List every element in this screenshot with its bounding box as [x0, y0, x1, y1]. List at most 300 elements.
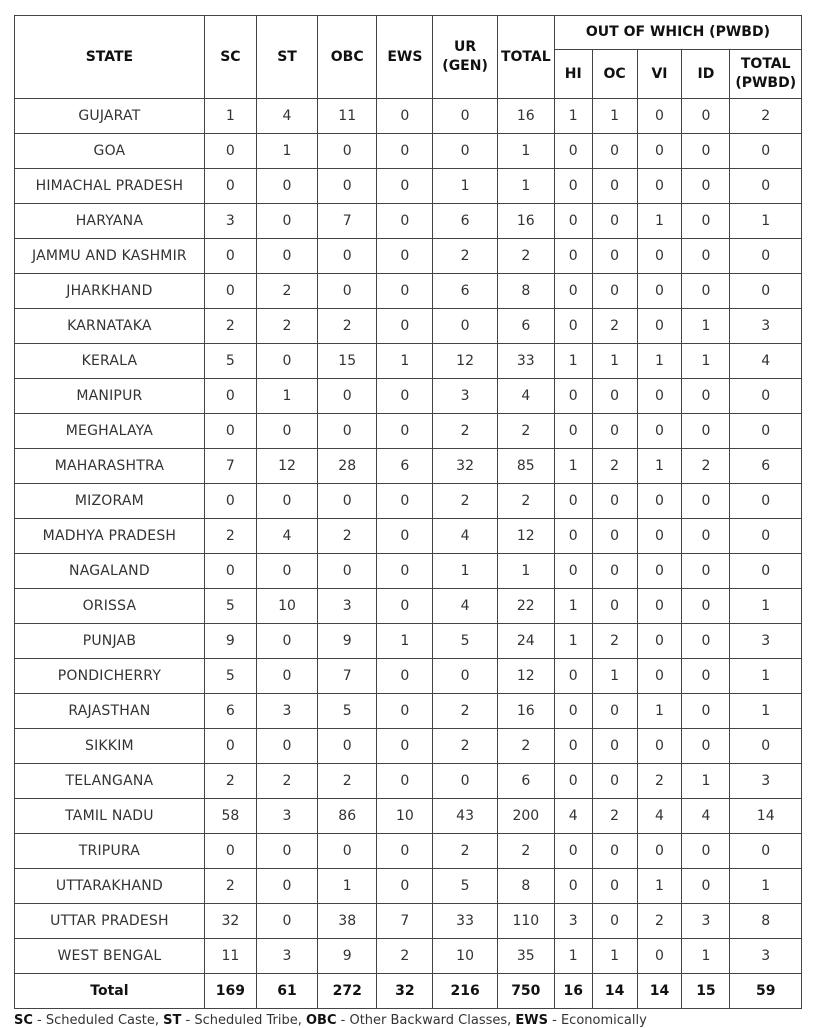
cell-total-pwbd: 3 [730, 624, 802, 659]
cell-id: 0 [682, 99, 730, 134]
cell-st: 0 [256, 554, 317, 589]
cell-vi: 0 [637, 939, 682, 974]
cell-total-pwbd: 0 [730, 239, 802, 274]
cell-ur-gen: 6 [433, 204, 497, 239]
cell-ews: 0 [377, 519, 433, 554]
cell-vi: 0 [637, 239, 682, 274]
cell-total-pwbd: 0 [730, 169, 802, 204]
footnote-ews-abbr: EWS [515, 1013, 549, 1028]
cell-state: GUJARAT [15, 99, 205, 134]
cell-sc: 0 [204, 414, 256, 449]
cell-vi: 2 [637, 764, 682, 799]
cell-ur-gen: 1 [433, 169, 497, 204]
cell-ews: 0 [377, 869, 433, 904]
cell-st: 2 [256, 274, 317, 309]
table-body [15, 99, 802, 974]
table-row [15, 169, 802, 204]
cell-state: MAHARASHTRA [15, 449, 205, 484]
cell-sc: 2 [204, 309, 256, 344]
header-pwbd-line2: (PWBD) [735, 75, 797, 91]
cell-st: 3 [256, 694, 317, 729]
cell-ews: 6 [377, 449, 433, 484]
cell-oc: 0 [592, 379, 637, 414]
total-cell-state: Total [15, 974, 205, 1009]
cell-sc: 0 [204, 484, 256, 519]
cell-oc: 2 [592, 799, 637, 834]
cell-vi: 4 [637, 799, 682, 834]
cell-ews: 10 [377, 799, 433, 834]
cell-ur-gen: 4 [433, 519, 497, 554]
header-ur-line1: UR [454, 39, 477, 55]
cell-ews: 0 [377, 99, 433, 134]
cell-vi: 0 [637, 729, 682, 764]
cell-hi: 0 [554, 554, 592, 589]
cell-oc: 0 [592, 834, 637, 869]
cell-total-pwbd: 14 [730, 799, 802, 834]
cell-st: 0 [256, 239, 317, 274]
table-row [15, 274, 802, 309]
cell-obc: 0 [318, 239, 377, 274]
cell-ews: 0 [377, 169, 433, 204]
cell-total: 2 [497, 834, 554, 869]
cell-ur-gen: 0 [433, 764, 497, 799]
cell-state: MEGHALAYA [15, 414, 205, 449]
cell-ews: 0 [377, 484, 433, 519]
cell-st: 12 [256, 449, 317, 484]
footnote-sc-abbr: SC [14, 1013, 33, 1028]
header-ur-gen [433, 16, 497, 99]
cell-total-pwbd: 0 [730, 414, 802, 449]
cell-vi: 0 [637, 414, 682, 449]
cell-id: 0 [682, 519, 730, 554]
cell-id: 3 [682, 904, 730, 939]
cell-obc: 0 [318, 484, 377, 519]
cell-vi: 1 [637, 694, 682, 729]
cell-ur-gen: 2 [433, 729, 497, 764]
table-row [15, 589, 802, 624]
cell-vi: 0 [637, 379, 682, 414]
cell-total: 2 [497, 239, 554, 274]
footnote-st-abbr: ST [163, 1013, 182, 1028]
cell-state: TRIPURA [15, 834, 205, 869]
cell-ews: 0 [377, 659, 433, 694]
cell-hi: 1 [554, 589, 592, 624]
cell-st: 1 [256, 379, 317, 414]
cell-sc: 0 [204, 134, 256, 169]
cell-vi: 0 [637, 169, 682, 204]
cell-ur-gen: 2 [433, 694, 497, 729]
cell-total-pwbd: 0 [730, 134, 802, 169]
header-total: TOTAL [497, 16, 554, 99]
total-cell-ur-gen: 216 [433, 974, 497, 1009]
header-id: ID [682, 50, 730, 99]
cell-sc: 5 [204, 344, 256, 379]
cell-ews: 0 [377, 134, 433, 169]
cell-obc: 0 [318, 554, 377, 589]
cell-id: 0 [682, 659, 730, 694]
footnote-obc-text: - Other Backward Classes, [336, 1013, 516, 1028]
cell-id: 0 [682, 729, 730, 764]
cell-sc: 5 [204, 659, 256, 694]
header-oc: OC [592, 50, 637, 99]
cell-hi: 0 [554, 379, 592, 414]
cell-ews: 0 [377, 694, 433, 729]
cell-total-pwbd: 1 [730, 659, 802, 694]
cell-hi: 0 [554, 659, 592, 694]
cell-ews: 0 [377, 414, 433, 449]
table-row [15, 729, 802, 764]
total-cell-oc: 14 [592, 974, 637, 1009]
cell-st: 0 [256, 729, 317, 764]
table-row [15, 204, 802, 239]
cell-ur-gen: 32 [433, 449, 497, 484]
cell-ur-gen: 0 [433, 309, 497, 344]
cell-ur-gen: 43 [433, 799, 497, 834]
cell-total-pwbd: 0 [730, 554, 802, 589]
cell-state: ORISSA [15, 589, 205, 624]
footnote-st-text: - Scheduled Tribe, [181, 1013, 306, 1028]
cell-ur-gen: 12 [433, 344, 497, 379]
cell-oc: 0 [592, 869, 637, 904]
cell-id: 0 [682, 134, 730, 169]
cell-ur-gen: 10 [433, 939, 497, 974]
header-ews: EWS [377, 16, 433, 99]
cell-ews: 1 [377, 344, 433, 379]
cell-st: 0 [256, 484, 317, 519]
cell-oc: 0 [592, 414, 637, 449]
cell-ur-gen: 3 [433, 379, 497, 414]
cell-ur-gen: 0 [433, 134, 497, 169]
cell-oc: 0 [592, 729, 637, 764]
cell-id: 0 [682, 274, 730, 309]
cell-total: 8 [497, 869, 554, 904]
cell-ews: 0 [377, 274, 433, 309]
table-row [15, 904, 802, 939]
cell-total-pwbd: 1 [730, 204, 802, 239]
cell-ews: 7 [377, 904, 433, 939]
cell-total: 2 [497, 729, 554, 764]
cell-sc: 2 [204, 869, 256, 904]
table-row [15, 659, 802, 694]
cell-oc: 0 [592, 274, 637, 309]
cell-ews: 0 [377, 589, 433, 624]
cell-hi: 0 [554, 274, 592, 309]
cell-sc: 0 [204, 729, 256, 764]
cell-id: 0 [682, 554, 730, 589]
cell-oc: 2 [592, 449, 637, 484]
header-hi: HI [554, 50, 592, 99]
cell-obc: 1 [318, 869, 377, 904]
cell-total: 6 [497, 764, 554, 799]
cell-total-pwbd: 0 [730, 729, 802, 764]
total-cell-ews: 32 [377, 974, 433, 1009]
cell-ews: 1 [377, 624, 433, 659]
cell-obc: 11 [318, 99, 377, 134]
cell-total: 85 [497, 449, 554, 484]
cell-vi: 0 [637, 659, 682, 694]
cell-ur-gen: 0 [433, 659, 497, 694]
cell-hi: 0 [554, 204, 592, 239]
header-total-pwbd [730, 50, 802, 99]
cell-sc: 3 [204, 204, 256, 239]
table-row [15, 344, 802, 379]
cell-total: 2 [497, 414, 554, 449]
cell-total: 33 [497, 344, 554, 379]
table-row [15, 799, 802, 834]
header-ur-line2: (GEN) [442, 58, 488, 74]
total-cell-total: 750 [497, 974, 554, 1009]
cell-sc: 0 [204, 169, 256, 204]
cell-ews: 0 [377, 729, 433, 764]
cell-ur-gen: 33 [433, 904, 497, 939]
cell-vi: 1 [637, 204, 682, 239]
cell-obc: 86 [318, 799, 377, 834]
cell-vi: 0 [637, 99, 682, 134]
table-row [15, 309, 802, 344]
cell-hi: 1 [554, 344, 592, 379]
cell-id: 0 [682, 414, 730, 449]
cell-oc: 0 [592, 694, 637, 729]
cell-state: GOA [15, 134, 205, 169]
cell-state: HARYANA [15, 204, 205, 239]
table-row [15, 239, 802, 274]
cell-total-pwbd: 1 [730, 589, 802, 624]
cell-id: 1 [682, 309, 730, 344]
cell-id: 0 [682, 694, 730, 729]
cell-total: 24 [497, 624, 554, 659]
cell-ews: 0 [377, 379, 433, 414]
cell-obc: 0 [318, 379, 377, 414]
cell-obc: 2 [318, 519, 377, 554]
cell-total-pwbd: 0 [730, 834, 802, 869]
cell-sc: 9 [204, 624, 256, 659]
cell-total: 16 [497, 694, 554, 729]
cell-state: TELANGANA [15, 764, 205, 799]
cell-total-pwbd: 0 [730, 274, 802, 309]
cell-st: 0 [256, 414, 317, 449]
cell-ur-gen: 5 [433, 869, 497, 904]
cell-st: 0 [256, 169, 317, 204]
cell-oc: 0 [592, 519, 637, 554]
cell-ur-gen: 6 [433, 274, 497, 309]
cell-obc: 9 [318, 624, 377, 659]
cell-state: JAMMU AND KASHMIR [15, 239, 205, 274]
cell-st: 0 [256, 659, 317, 694]
total-cell-hi: 16 [554, 974, 592, 1009]
cell-sc: 7 [204, 449, 256, 484]
cell-total: 200 [497, 799, 554, 834]
table-row [15, 134, 802, 169]
cell-obc: 2 [318, 764, 377, 799]
cell-sc: 2 [204, 519, 256, 554]
cell-vi: 0 [637, 554, 682, 589]
cell-oc: 0 [592, 204, 637, 239]
cell-hi: 0 [554, 239, 592, 274]
cell-total-pwbd: 0 [730, 379, 802, 414]
table-row [15, 694, 802, 729]
cell-sc: 0 [204, 379, 256, 414]
cell-total: 1 [497, 169, 554, 204]
cell-id: 1 [682, 764, 730, 799]
cell-total: 2 [497, 484, 554, 519]
cell-oc: 1 [592, 344, 637, 379]
cell-oc: 0 [592, 589, 637, 624]
cell-hi: 0 [554, 729, 592, 764]
cell-sc: 0 [204, 834, 256, 869]
cell-ur-gen: 5 [433, 624, 497, 659]
cell-total: 16 [497, 204, 554, 239]
footnote-obc-abbr: OBC [306, 1013, 337, 1028]
cell-total-pwbd: 2 [730, 99, 802, 134]
cell-st: 0 [256, 834, 317, 869]
cell-oc: 1 [592, 99, 637, 134]
cell-ur-gen: 2 [433, 484, 497, 519]
cell-ews: 0 [377, 309, 433, 344]
cell-oc: 0 [592, 239, 637, 274]
cell-id: 0 [682, 834, 730, 869]
cell-oc: 2 [592, 624, 637, 659]
footnote-ews-text: - Economically [548, 1013, 647, 1028]
cell-total-pwbd: 6 [730, 449, 802, 484]
cell-obc: 38 [318, 904, 377, 939]
table-row [15, 869, 802, 904]
cell-id: 0 [682, 239, 730, 274]
cell-vi: 0 [637, 834, 682, 869]
cell-total-pwbd: 0 [730, 484, 802, 519]
cell-obc: 28 [318, 449, 377, 484]
cell-obc: 0 [318, 414, 377, 449]
cell-id: 0 [682, 204, 730, 239]
cell-ews: 0 [377, 764, 433, 799]
cell-total: 22 [497, 589, 554, 624]
cell-obc: 0 [318, 274, 377, 309]
header-obc: OBC [318, 16, 377, 99]
cell-state: UTTAR PRADESH [15, 904, 205, 939]
header-vi: VI [637, 50, 682, 99]
cell-hi: 0 [554, 484, 592, 519]
cell-obc: 0 [318, 169, 377, 204]
table-row [15, 379, 802, 414]
total-cell-id: 15 [682, 974, 730, 1009]
cell-obc: 7 [318, 659, 377, 694]
table-row [15, 519, 802, 554]
cell-st: 0 [256, 344, 317, 379]
table-row [15, 939, 802, 974]
cell-ews: 0 [377, 554, 433, 589]
cell-obc: 5 [318, 694, 377, 729]
table-row [15, 414, 802, 449]
cell-hi: 1 [554, 99, 592, 134]
cell-ur-gen: 2 [433, 414, 497, 449]
cell-hi: 0 [554, 169, 592, 204]
cell-st: 1 [256, 134, 317, 169]
cell-id: 0 [682, 169, 730, 204]
cell-total: 4 [497, 379, 554, 414]
header-sc: SC [204, 16, 256, 99]
cell-vi: 1 [637, 449, 682, 484]
cell-st: 0 [256, 869, 317, 904]
total-cell-vi: 14 [637, 974, 682, 1009]
cell-st: 0 [256, 624, 317, 659]
cell-hi: 1 [554, 624, 592, 659]
cell-id: 1 [682, 344, 730, 379]
cell-oc: 0 [592, 484, 637, 519]
cell-obc: 9 [318, 939, 377, 974]
cell-sc: 0 [204, 274, 256, 309]
cell-id: 0 [682, 484, 730, 519]
cell-total: 16 [497, 99, 554, 134]
cell-hi: 4 [554, 799, 592, 834]
cell-total: 110 [497, 904, 554, 939]
cell-hi: 0 [554, 134, 592, 169]
cell-state: MANIPUR [15, 379, 205, 414]
cell-ews: 2 [377, 939, 433, 974]
total-cell-sc: 169 [204, 974, 256, 1009]
cell-obc: 2 [318, 309, 377, 344]
cell-total-pwbd: 4 [730, 344, 802, 379]
cell-hi: 1 [554, 449, 592, 484]
cell-hi: 3 [554, 904, 592, 939]
cell-ur-gen: 0 [433, 99, 497, 134]
cell-state: WEST BENGAL [15, 939, 205, 974]
cell-vi: 1 [637, 869, 682, 904]
cell-vi: 0 [637, 484, 682, 519]
cell-state: UTTARAKHAND [15, 869, 205, 904]
cell-oc: 0 [592, 134, 637, 169]
cell-vi: 0 [637, 519, 682, 554]
cell-id: 0 [682, 869, 730, 904]
cell-vi: 0 [637, 309, 682, 344]
cell-oc: 0 [592, 169, 637, 204]
cell-st: 3 [256, 799, 317, 834]
cell-ur-gen: 1 [433, 554, 497, 589]
table-row [15, 624, 802, 659]
cell-sc: 0 [204, 554, 256, 589]
cell-total: 1 [497, 554, 554, 589]
cell-obc: 0 [318, 729, 377, 764]
cell-state: TAMIL NADU [15, 799, 205, 834]
cell-total-pwbd: 1 [730, 869, 802, 904]
cell-sc: 1 [204, 99, 256, 134]
cell-oc: 0 [592, 904, 637, 939]
cell-state: RAJASTHAN [15, 694, 205, 729]
cell-st: 2 [256, 309, 317, 344]
table-row [15, 554, 802, 589]
cell-ews: 0 [377, 834, 433, 869]
cell-obc: 15 [318, 344, 377, 379]
cell-oc: 1 [592, 939, 637, 974]
cell-total-pwbd: 3 [730, 939, 802, 974]
cell-hi: 0 [554, 519, 592, 554]
cell-st: 0 [256, 204, 317, 239]
cell-total: 1 [497, 134, 554, 169]
cell-total: 6 [497, 309, 554, 344]
cell-total-pwbd: 3 [730, 309, 802, 344]
cell-vi: 0 [637, 134, 682, 169]
cell-hi: 1 [554, 939, 592, 974]
cell-sc: 2 [204, 764, 256, 799]
cell-hi: 0 [554, 414, 592, 449]
state-wise-vacancy-table [14, 15, 802, 1009]
cell-obc: 7 [318, 204, 377, 239]
table-row [15, 449, 802, 484]
cell-hi: 0 [554, 694, 592, 729]
cell-id: 2 [682, 449, 730, 484]
cell-st: 4 [256, 519, 317, 554]
cell-id: 0 [682, 589, 730, 624]
cell-state: MADHYA PRADESH [15, 519, 205, 554]
cell-total: 35 [497, 939, 554, 974]
